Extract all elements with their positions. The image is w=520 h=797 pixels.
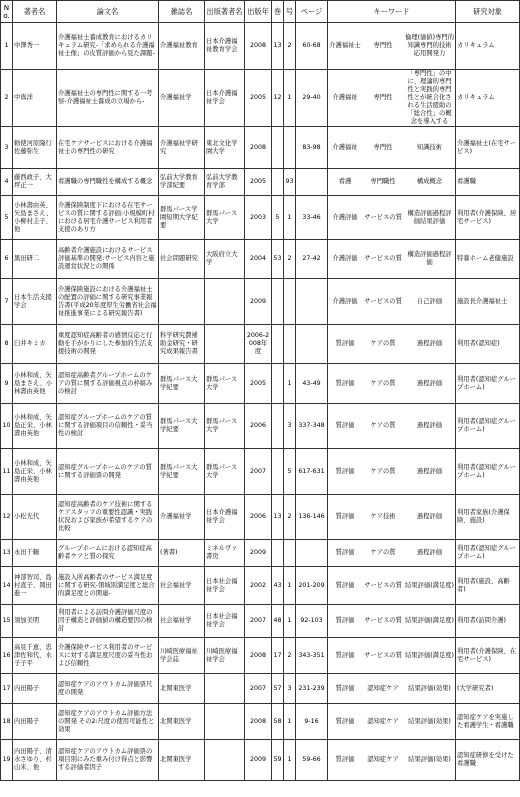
- row-year: 2005: [245, 169, 272, 196]
- row-title: 重度認知症高齢者の感情反応と行動を手がかりにした参加的生活支援技術の開発: [57, 325, 159, 364]
- row-keywords: [328, 704, 456, 740]
- row-page: 92-103: [296, 605, 328, 638]
- row-no: 7: [1, 279, 13, 325]
- row-journal: (著書): [159, 540, 205, 567]
- table-row: [1, 674, 520, 704]
- table-row: [1, 740, 520, 781]
- row-title: 認知症グループホームのケアの質に関する評価票の開発: [57, 449, 159, 495]
- row-page: 343-351: [296, 638, 328, 674]
- keyword-k1: 質評価: [335, 379, 355, 387]
- row-title: 認知症高齢者のケア技術に関するケアスタッフの重要性認識・実践状況および家族が希望するケアの比較: [57, 495, 159, 540]
- row-vol: [272, 279, 284, 325]
- row-publisher: ミネルヴァ書房: [205, 540, 245, 567]
- row-title: 利用者による訪問介護評価尺度の因子構造と評価値の構造要因の検討: [57, 605, 159, 638]
- row-publisher: [205, 279, 245, 325]
- row-journal: 介護福祉学: [159, 495, 205, 540]
- row-no: 6: [1, 240, 13, 279]
- keyword-k2: 認知症ケア: [367, 756, 399, 763]
- col-num: 号: [284, 1, 296, 23]
- keyword-k2: ケアの質: [370, 379, 396, 387]
- row-num: [284, 540, 296, 567]
- row-target: 利用者家族(介護保険、施設): [456, 495, 520, 540]
- row-journal: 社会福祉学: [159, 605, 205, 638]
- table-row: [1, 495, 520, 540]
- row-num: 93: [284, 169, 296, 196]
- row-journal: 群馬パース学園短期大学紀要: [159, 196, 205, 240]
- row-target: 認知症研修を受けた看護職: [456, 740, 520, 781]
- row-author: 小林壽由英、矢島まさえ、小柳村圭子、他: [13, 196, 57, 240]
- row-keywords: [328, 449, 456, 495]
- row-page: 60-68: [296, 23, 328, 70]
- row-num: 5: [284, 449, 296, 495]
- row-author: 神部智司、島村直子、岡田進一: [13, 567, 57, 605]
- row-publisher: 日本介護福祉教育学会: [205, 23, 245, 70]
- keyword-k1: 介護評価: [332, 297, 358, 305]
- keyword-k2: ケアの質: [370, 422, 396, 429]
- row-keywords: [328, 279, 456, 325]
- row-no: 3: [1, 127, 13, 169]
- row-year: 2006: [245, 404, 272, 449]
- col-keyword: キーワード: [328, 1, 456, 23]
- keyword-k3: 構造評価過程評価: [407, 251, 452, 266]
- col-publisher: 出版著者名: [205, 1, 245, 23]
- row-journal: 弘前大学教育学部紀要: [159, 169, 205, 196]
- row-publisher: 日本介護福祉学会: [205, 70, 245, 127]
- row-num: 1: [284, 740, 296, 781]
- row-vol: 53: [272, 240, 284, 279]
- row-publisher: 大阪府立大学: [205, 240, 245, 279]
- row-title: 認知症グループホームのケアの質に関する評価項目の信頼性・妥当性の検討: [57, 404, 159, 449]
- row-journal: [159, 279, 205, 325]
- row-target: 利用者(施設、高齢者): [456, 567, 520, 605]
- keyword-k2: 認知症ケア: [367, 717, 399, 725]
- row-target: 利用者(認知症グループホーム): [456, 449, 520, 495]
- row-keywords: [328, 495, 456, 540]
- keyword-k1: 質評価: [335, 684, 355, 692]
- row-page: 33-46: [296, 196, 328, 240]
- keyword-k3: 過程評価: [416, 379, 443, 387]
- table-row: [1, 704, 520, 740]
- row-year: 2002: [245, 567, 272, 605]
- row-keywords: [328, 196, 456, 240]
- row-title: 認知症ケアのアウトカム評価票の項目別にみた重み付け得点と影響する評価者因子: [57, 740, 159, 781]
- keyword-k1: 介護評価: [332, 213, 358, 221]
- row-target: 特養ホーム老健施設: [456, 240, 520, 279]
- row-title: 介護保険サービス利用者のサービスに対する満足度尺度の妥当性および信頼性: [57, 638, 159, 674]
- keyword-k2: 専門職性: [370, 178, 396, 185]
- keyword-k3: 過程評価: [416, 340, 443, 347]
- keyword-k2: サービスの質: [364, 651, 402, 659]
- row-no: 2: [1, 70, 13, 127]
- row-author: 藤西政子、大坪正一: [13, 169, 57, 196]
- row-num: 1: [284, 605, 296, 638]
- row-title: 介護福祉士養成教育におけるカリキュラム研究-「求められる介護福祉士像」の皮質評価から見た課題-: [57, 23, 159, 70]
- row-publisher: [205, 674, 245, 704]
- row-publisher: 弘前大学教育学部: [205, 169, 245, 196]
- row-year: 2009: [245, 279, 272, 325]
- row-year: 2005: [245, 364, 272, 404]
- table-row: [1, 240, 520, 279]
- row-year: 2008: [245, 23, 272, 70]
- row-num: 1: [284, 70, 296, 127]
- table-row: [1, 196, 520, 240]
- row-keywords: [328, 325, 456, 364]
- row-keywords: [328, 70, 456, 127]
- row-author: 小林和成、矢島まさえ、小林壽由英他: [13, 364, 57, 404]
- row-vol: 17: [272, 638, 284, 674]
- row-publisher: 日本社会福祉学会: [205, 605, 245, 638]
- keyword-k1: 看護: [338, 178, 352, 185]
- keyword-k1: 介護福祉: [332, 143, 358, 151]
- row-num: [284, 279, 296, 325]
- row-author: 高見千恵、忠津佐和代、水子子平: [13, 638, 57, 674]
- keyword-k3: 知識技術: [416, 143, 443, 151]
- row-num: 1: [284, 704, 296, 740]
- keyword-k3: 構成概念: [416, 178, 443, 185]
- row-publisher: 川崎医療福祉学会: [205, 638, 245, 674]
- table-row: [1, 169, 520, 196]
- row-title: 介護保険制度下における在宅サービスの質に関する評価:小規模町村における居宅介護サービス利用者支援のあり方: [57, 196, 159, 240]
- row-author: 内田陽子: [13, 704, 57, 740]
- row-year: 2005: [245, 70, 272, 127]
- row-no: 8: [1, 325, 13, 364]
- row-no: 15: [1, 605, 13, 638]
- row-page: 617-631: [296, 449, 328, 495]
- keyword-k2: ケア技術: [370, 513, 396, 520]
- row-title: 高齢者介護施設におけるサービス評価基準の開発:サービス内容と施設運営状況との関係: [57, 240, 159, 279]
- row-journal: 群馬パース大学紀要: [159, 449, 205, 495]
- keyword-k2: サービスの質: [364, 617, 402, 624]
- table-row: [1, 127, 520, 169]
- row-title: グループホームにおける認知症高齢者ケアと質の探究: [57, 540, 159, 567]
- row-num: 2: [284, 23, 296, 70]
- table-row: [1, 279, 520, 325]
- row-journal: 科学研究費補助金研究・研究成果報告書: [159, 325, 205, 364]
- row-title: 看護職の専門職性を構成する概念: [57, 169, 159, 196]
- row-page: 136-146: [296, 495, 328, 540]
- row-author: 日本生活支援学会: [13, 279, 57, 325]
- row-vol: 58: [272, 704, 284, 740]
- row-author: 中澤秀一: [13, 23, 57, 70]
- row-vol: 48: [272, 605, 284, 638]
- header-row: [1, 1, 520, 23]
- row-journal: 川崎医療福祉学会誌: [159, 638, 205, 674]
- keyword-k3: 結果評価(効果): [408, 684, 451, 692]
- row-vol: 12: [272, 70, 284, 127]
- keyword-k1: 質評価: [335, 617, 355, 624]
- row-journal: 社会問題研究: [159, 240, 205, 279]
- row-year: 2007: [245, 674, 272, 704]
- row-no: 16: [1, 638, 13, 674]
- keyword-k2: 認知症ケア: [367, 684, 399, 692]
- row-title: 介護保険施設における介護福祉士の配置の評価に関する研究事業報告書(平成20年度厚生労働省社会福祉推進事業による研究報告書): [57, 279, 159, 325]
- keyword-k3: 結果評価(満足度): [405, 617, 454, 624]
- row-no: 17: [1, 674, 13, 704]
- table-row: [1, 325, 520, 364]
- row-vol: [272, 127, 284, 169]
- keyword-k3: 倫理(価値)専門的知識専門的技術応用開発力: [405, 34, 454, 57]
- keyword-k3: 過程評価: [416, 467, 443, 475]
- keyword-k2: サービスの質: [364, 581, 402, 589]
- row-publisher: [205, 325, 245, 364]
- row-year: 2008: [245, 638, 272, 674]
- row-target: 認知症ケアを実施した看護学生・看護職: [456, 704, 520, 740]
- keyword-k2: 専門性: [373, 143, 393, 151]
- row-target: 施設長介護福祉士: [456, 279, 520, 325]
- col-journal: 雑誌名: [159, 1, 205, 23]
- row-target: 介護福祉士(在宅サービス): [456, 127, 520, 169]
- keyword-k1: 質評価: [335, 340, 355, 347]
- row-vol: 57: [272, 674, 284, 704]
- row-vol: [272, 540, 284, 567]
- row-target: 利用者(認知症グループホーム): [456, 364, 520, 404]
- row-year: 2009: [245, 740, 272, 781]
- row-no: 9: [1, 364, 13, 404]
- row-author: 中嶌洋: [13, 70, 57, 127]
- row-keywords: [328, 567, 456, 605]
- row-target: 利用者(介護保険、居宅サービス): [456, 196, 520, 240]
- table-row: [1, 404, 520, 449]
- row-page: 43-49: [296, 364, 328, 404]
- col-page: ページ: [296, 1, 328, 23]
- row-title: 在宅ケアサービスにおける介護福祉士の専門性の研究: [57, 127, 159, 169]
- row-page: 201-209: [296, 567, 328, 605]
- row-author: 永田千鶴: [13, 540, 57, 567]
- row-num: 1: [284, 364, 296, 404]
- keyword-k3: 過程評価: [416, 422, 443, 429]
- row-keywords: [328, 740, 456, 781]
- row-page: 337-348: [296, 404, 328, 449]
- row-keywords: [328, 169, 456, 196]
- row-page: 9-16: [296, 704, 328, 740]
- row-publisher: [205, 704, 245, 740]
- col-author: 著者名: [13, 1, 57, 23]
- row-author: 内田陽子、清水さゆり、杉山米、他: [13, 740, 57, 781]
- row-year: 2007: [245, 605, 272, 638]
- row-journal: 北関東医学: [159, 704, 205, 740]
- row-vol: [272, 169, 284, 196]
- row-year: 2003: [245, 196, 272, 240]
- row-journal: 群馬パース大学紀要: [159, 404, 205, 449]
- row-num: 1: [284, 196, 296, 240]
- table-row: [1, 23, 520, 70]
- row-vol: [272, 364, 284, 404]
- row-page: [296, 325, 328, 364]
- row-author: 小林和成、矢島正栄、小林壽由英他: [13, 449, 57, 495]
- row-vol: 43: [272, 567, 284, 605]
- row-vol: [272, 325, 284, 364]
- row-keywords: [328, 605, 456, 638]
- keyword-k2: 専門性: [373, 94, 393, 101]
- row-page: 29-40: [296, 70, 328, 127]
- row-no: 13: [1, 540, 13, 567]
- table-row: [1, 638, 520, 674]
- row-keywords: [328, 127, 456, 169]
- keyword-k1: 質評価: [335, 717, 355, 725]
- row-journal: 北関東医学: [159, 674, 205, 704]
- row-year: 2008: [245, 704, 272, 740]
- col-title: 論文名: [57, 1, 159, 23]
- table-body: [1, 23, 520, 781]
- row-publisher: 群馬パース大学: [205, 449, 245, 495]
- keyword-k1: 質評価: [335, 756, 355, 763]
- row-journal: 介護福祉教育: [159, 23, 205, 70]
- keyword-k2: サービスの質: [364, 213, 402, 221]
- col-vol: 巻: [272, 1, 284, 23]
- row-journal: 北関東医学: [159, 740, 205, 781]
- row-num: 2: [284, 240, 296, 279]
- keyword-k3: 結果評価(効果): [408, 717, 451, 725]
- row-target: 利用者(認知症グループホーム): [456, 404, 520, 449]
- row-year: 2006-2008年度: [245, 325, 272, 364]
- row-page: 27-42: [296, 240, 328, 279]
- keyword-k2: ケアの質: [370, 340, 396, 347]
- row-year: 2008: [245, 127, 272, 169]
- keyword-k3: 結果評価(効果): [408, 756, 451, 763]
- row-target: 利用者(認知症グループホーム): [456, 540, 520, 567]
- keyword-k3: 構造評価過程評価結果評価: [407, 209, 452, 225]
- row-target: 利用者(介護保険、在宅サービス): [456, 638, 520, 674]
- row-num: [284, 325, 296, 364]
- keyword-k2: 専門性: [373, 42, 393, 49]
- col-target: 研究対象: [456, 1, 520, 23]
- row-page: 59-66: [296, 740, 328, 781]
- row-target: カリキュラム: [456, 70, 520, 127]
- row-num: [284, 127, 296, 169]
- keyword-k2: ケアの質: [370, 549, 396, 556]
- row-title: 介護福祉士の専門性に関する一考察-介護福祉士養成の立場から-: [57, 70, 159, 127]
- row-title: 認知症ケアのアウトカム評価票尺度の開発: [57, 674, 159, 704]
- row-year: 2004: [245, 240, 272, 279]
- row-no: 5: [1, 196, 13, 240]
- row-publisher: [205, 740, 245, 781]
- row-year: 2007: [245, 449, 272, 495]
- row-keywords: [328, 674, 456, 704]
- row-publisher: 東北文化学園大学: [205, 127, 245, 169]
- keyword-k3: 過程評価: [416, 513, 443, 520]
- table-row: [1, 540, 520, 567]
- row-target: 看護職: [456, 169, 520, 196]
- row-publisher: 日本社会福祉学会: [205, 567, 245, 605]
- row-no: 10: [1, 404, 13, 449]
- row-target: (大学研究者): [456, 674, 520, 704]
- row-vol: 13: [272, 495, 284, 540]
- keyword-k1: 介護福祉: [332, 94, 358, 101]
- row-page: [296, 279, 328, 325]
- row-journal: 介護福祉学: [159, 70, 205, 127]
- table-row: [1, 567, 520, 605]
- row-no: 11: [1, 449, 13, 495]
- keyword-k1: 質評価: [335, 549, 355, 556]
- row-publisher: 群馬パース大学: [205, 196, 245, 240]
- row-author: 臼井キミカ: [13, 325, 57, 364]
- row-target: 利用者(認知症): [456, 325, 520, 364]
- keyword-k1: 質評価: [335, 651, 355, 659]
- table-row: [1, 364, 520, 404]
- row-num: 3: [284, 674, 296, 704]
- row-journal: 社会福祉学: [159, 567, 205, 605]
- row-vol: 13: [272, 23, 284, 70]
- row-journal: 介護福祉学研究: [159, 127, 205, 169]
- keyword-k1: 質評価: [335, 467, 355, 475]
- row-page: [296, 540, 328, 567]
- row-author: 小林和成、矢島正栄、小林壽由英他: [13, 404, 57, 449]
- keyword-k3: 結果評価(満足度): [405, 581, 454, 589]
- row-no: 14: [1, 567, 13, 605]
- row-title: 認知症ケアのアウトカム評価方法の開発 その2:尺度の使用可能性と効果: [57, 704, 159, 740]
- row-vol: 59: [272, 740, 284, 781]
- row-author: 内田陽子: [13, 674, 57, 704]
- keyword-k2: サービスの質: [364, 255, 402, 262]
- keyword-k1: 質評価: [335, 581, 355, 589]
- row-keywords: [328, 240, 456, 279]
- row-journal: 群馬パース大学紀要: [159, 364, 205, 404]
- row-year: 2006: [245, 495, 272, 540]
- row-author: 小松光代: [13, 495, 57, 540]
- row-no: 18: [1, 704, 13, 740]
- keyword-k1: 介護福祉士: [329, 42, 361, 49]
- row-keywords: [328, 540, 456, 567]
- row-target: カリキュラム: [456, 23, 520, 70]
- table-row: [1, 449, 520, 495]
- row-author: 須加美明: [13, 605, 57, 638]
- row-no: 4: [1, 169, 13, 196]
- row-author: 勅使河原隆行佐藤弥生: [13, 127, 57, 169]
- keyword-k1: 介護評価: [332, 255, 358, 262]
- row-keywords: [328, 638, 456, 674]
- table-row: [1, 70, 520, 127]
- row-publisher: 群馬パース大学: [205, 404, 245, 449]
- row-year: 2009: [245, 540, 272, 567]
- keyword-k2: ケアの質: [370, 467, 396, 475]
- keyword-k2: サービスの質: [364, 297, 402, 305]
- keyword-k3: 「専門性」の中に、理論的専門性と実践的専門性とが統合化される生活援助の「総合性」の概念を導入する: [407, 70, 452, 125]
- row-no: 19: [1, 740, 13, 781]
- row-page: [296, 169, 328, 196]
- keyword-k3: 過程評価: [416, 549, 443, 556]
- row-keywords: [328, 404, 456, 449]
- keyword-k3: 自己評価: [416, 297, 443, 305]
- table-row: [1, 605, 520, 638]
- row-vol: [272, 449, 284, 495]
- row-author: 黒田研二: [13, 240, 57, 279]
- row-page: 83-98: [296, 127, 328, 169]
- row-no: 1: [1, 23, 13, 70]
- row-keywords: [328, 23, 456, 70]
- row-keywords: [328, 364, 456, 404]
- col-no: No.: [1, 1, 13, 23]
- row-vol: 5: [272, 196, 284, 240]
- col-year: 出版年: [245, 1, 272, 23]
- row-publisher: 群馬パース大学: [205, 364, 245, 404]
- row-target: 利用者(訪問介護): [456, 605, 520, 638]
- row-publisher: 日本介護福祉学会: [205, 495, 245, 540]
- row-no: 12: [1, 495, 13, 540]
- row-page: 231-239: [296, 674, 328, 704]
- row-num: 3: [284, 404, 296, 449]
- row-title: 認知症高齢者グループホームのケアの質に関する評価視点の枠組みの検討: [57, 364, 159, 404]
- row-num: 2: [284, 495, 296, 540]
- row-vol: [272, 404, 284, 449]
- keyword-k1: 質評価: [335, 422, 355, 429]
- keyword-k1: 質評価: [335, 513, 355, 520]
- row-num: 2: [284, 638, 296, 674]
- keyword-k3: 結果評価(満足度): [405, 651, 454, 659]
- row-num: 1: [284, 567, 296, 605]
- row-title: 施設入所高齢者のサービス満足度に関する研究-領域別満足度と総合的満足度との関連-: [57, 567, 159, 605]
